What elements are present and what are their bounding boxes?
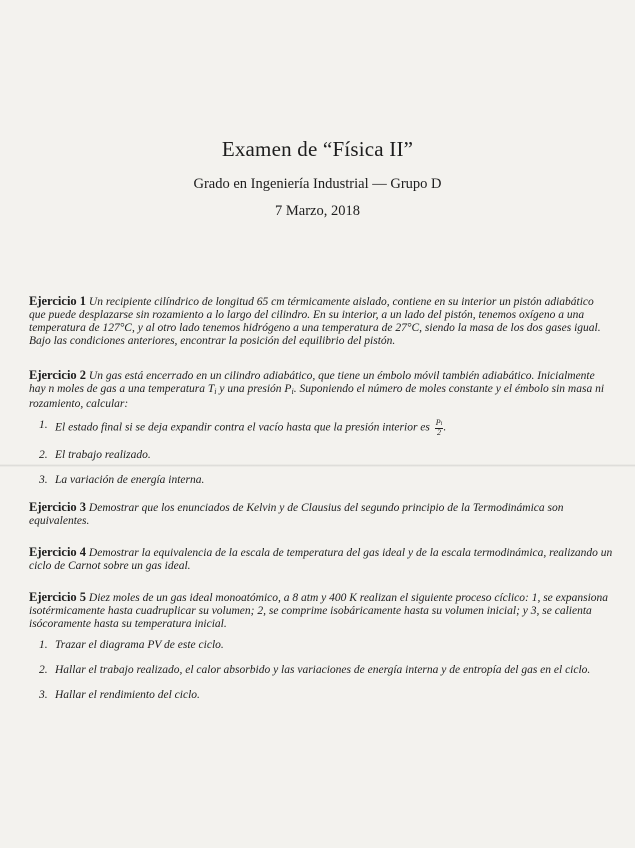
exercise-2-text-c: . Suponiendo el número de moles constante y el émbolo sin masa ni rozamiento, calcular:	[29, 383, 605, 410]
exercise-5-text: Diez moles de un gas ideal monoatómico, a 8 atm y 400 K realizan el siguiente proceso cíclico: 1, se expansiona isotérmicamente hasta cuadruplicar su volumen; 2, se comprime isobáricamente hasta su volumen inicial; y 3, se calienta isócoramente hasta su temperatura inicial.	[29, 592, 609, 630]
fraction-numerator: P	[435, 418, 441, 427]
item-number: 3.	[39, 474, 48, 486]
exercise-2-items	[29, 419, 613, 487]
exercise-4-label: Ejercicio 4	[29, 545, 87, 559]
fraction-numerator-sub: i	[440, 421, 443, 427]
exercise-2-sub-b: i	[291, 387, 294, 396]
exercise-list	[29, 295, 613, 714]
exercise-2-text-a: Un gas está encerrado en un cilindro adiabático, que tiene un émbolo móvil también adiabático. Inicialmente hay n moles de gas a una temperatura T	[29, 370, 595, 395]
exercise-2-text-b: y una presión P	[216, 383, 292, 395]
exercise-5-item-1	[29, 639, 613, 652]
exercise-1	[29, 295, 613, 348]
exam-header	[0, 137, 635, 220]
item-number: 1.	[39, 639, 48, 651]
fraction-denominator: 2	[437, 428, 442, 437]
exercise-5-items	[29, 639, 613, 702]
exercise-2-label: Ejercicio 2	[29, 368, 87, 382]
exam-subtitle: Grado en Ingeniería Industrial — Grupo D	[193, 176, 442, 192]
exercise-5	[29, 591, 613, 702]
exercise-3	[29, 501, 613, 528]
item-text: Hallar el rendimiento del ciclo.	[55, 689, 200, 701]
exercise-3-label: Ejercicio 3	[29, 500, 87, 514]
item-text: Trazar el diagrama PV de este ciclo.	[55, 639, 224, 651]
exercise-4-text: Demostrar la equivalencia de la escala de temperatura del gas ideal y de la escala termodinámica, realizando un ciclo de Carnot sobre un gas ideal.	[29, 547, 613, 572]
exercise-1-text: Un recipiente cilíndrico de longitud 65 cm térmicamente aislado, contiene en su interior un pistón adiabático que puede desplazarse sin rozamiento a lo largo del cilindro. En su interior, a un lado del pistón, tenemos oxígeno a una temperatura de 127°C, y al otro lado tenemos hidrógeno a una temperatura de 27°C, siendo la masa de los dos gases igual. Bajo las condiciones anteriores, encontrar la posición del equilibrio del pistón.	[29, 296, 601, 347]
item-tail: .	[443, 421, 447, 434]
exercise-5-item-2	[29, 664, 613, 677]
exercise-2-sub-a: i	[214, 387, 217, 396]
item-text: La variación de energía interna.	[55, 474, 205, 486]
exercise-2	[29, 369, 613, 487]
item-text: El estado final si se deja expandir contra el vacío hasta que la presión interior es	[55, 421, 433, 434]
item-number: 2.	[39, 664, 48, 676]
exercise-2-item-1	[29, 419, 613, 437]
exercise-5-label: Ejercicio 5	[29, 590, 87, 604]
item-number: 2.	[39, 449, 48, 461]
exercise-5-item-3	[29, 689, 613, 702]
exam-date: 7 Marzo, 2018	[275, 203, 360, 219]
exercise-4	[29, 546, 613, 573]
item-number: 1.	[39, 419, 48, 431]
item-text: Hallar el trabajo realizado, el calor absorbido y las variaciones de energía interna y de entropía del gas en el ciclo.	[55, 664, 591, 676]
exam-title: Examen de “Física II”	[221, 137, 414, 161]
exercise-2-item-2	[29, 449, 613, 462]
exercise-1-label: Ejercicio 1	[29, 294, 87, 308]
exercise-3-text: Demostrar que los enunciados de Kelvin y de Clausius del segundo principio de la Termodinámica son equivalentes.	[29, 502, 564, 527]
item-text: El trabajo realizado.	[55, 449, 151, 461]
exercise-2-item-3	[29, 474, 613, 487]
item-number: 3.	[39, 689, 48, 701]
